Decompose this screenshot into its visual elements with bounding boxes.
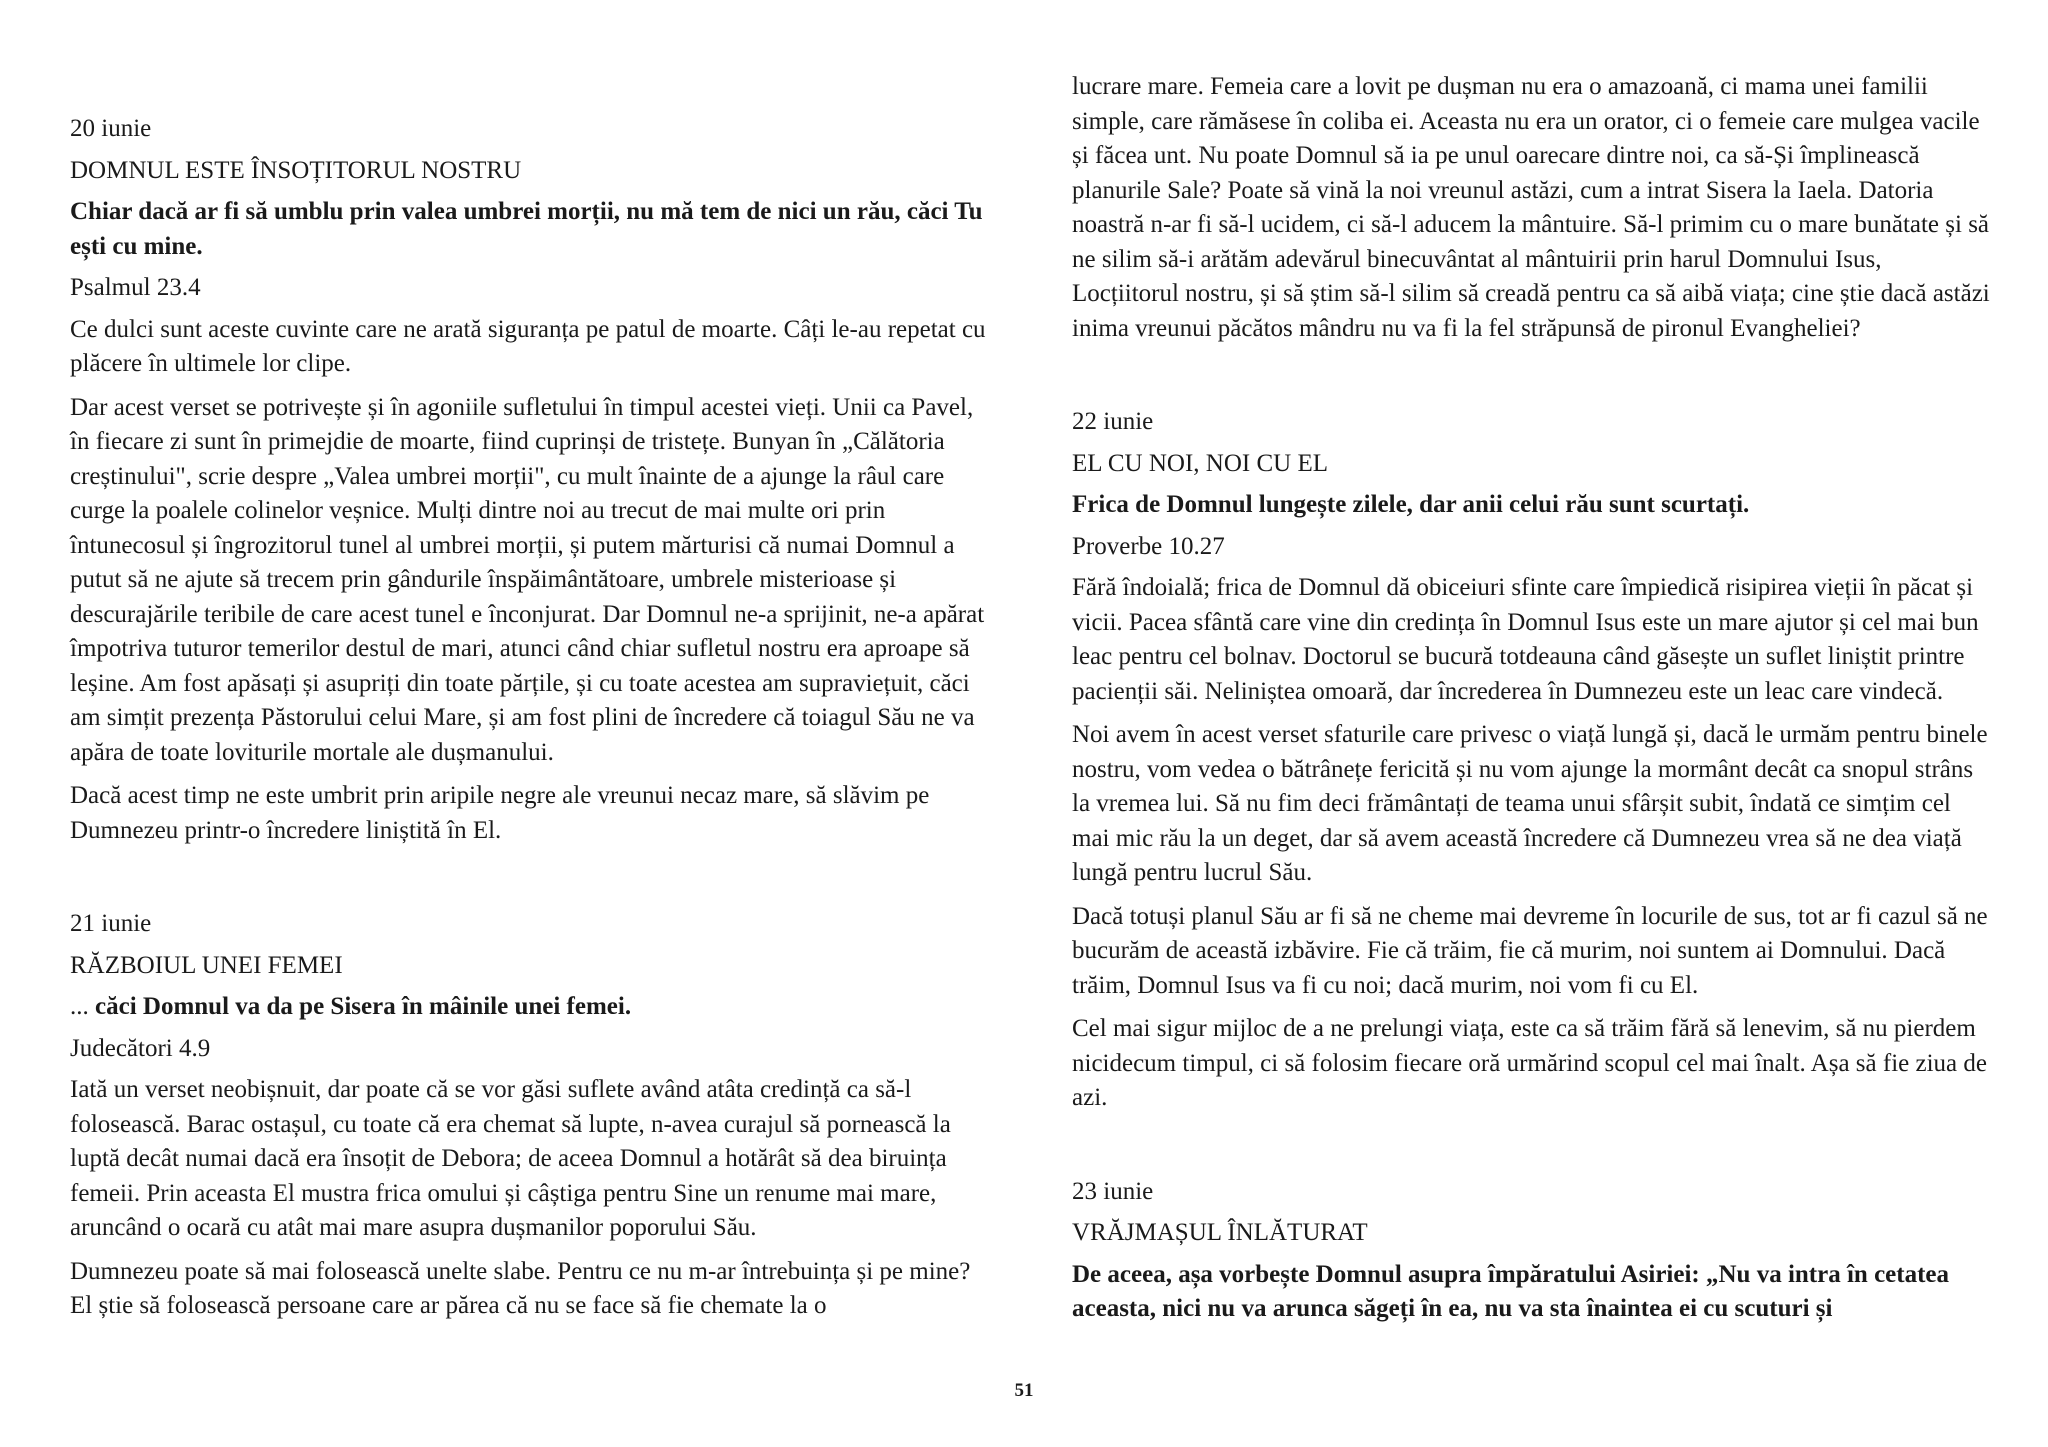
entry-verse xyxy=(70,990,990,1025)
verse-ellipsis: ... xyxy=(70,993,89,1020)
entry-paragraph: Iată un verset neobișnuit, dar poate că se vor găsi suflete având atâta credință ca să-l folosească. Barac ostașul, cu toate că era chemat să lupte, n-avea curajul să pornească la luptă decât numai dacă era însoțit de Debora; de aceea Domnul a hotărât să dea biruința femeii. Prin aceasta El mustra frica omului și câștiga pentru Sine un renume mai mare, aruncând o ocară cu atât mai mare asupra dușmanilor poporului Său. xyxy=(70,1076,951,1241)
right-column xyxy=(1072,70,1992,1334)
entry-date: 20 iunie xyxy=(70,115,152,142)
entry-verse: De aceea, așa vorbește Domnul asupra împăratului Asiriei: „Nu va intra în cetatea aceasta, nici nu va arunca săgeți în ea, nu va sta înaintea ei cu scuturi și xyxy=(1072,1260,1950,1322)
entry-paragraph: Dacă totuși planul Său ar fi să ne cheme mai devreme în locurile de sus, tot ar fi cazul să ne bucurăm de această izbăvire. Fie că trăim, fie că murim, noi suntem ai Domnului. Dacă trăim, Domnul Isus va fi cu noi; dacă murim, noi vom fi cu El. xyxy=(1072,902,1988,999)
entry-paragraph: Ce dulci sunt aceste cuvinte care ne arată siguranța pe patul de moarte. Câți le-au repetat cu plăcere în ultimele lor clipe. xyxy=(70,315,986,377)
entry-paragraph: Dar acest verset se potrivește și în agoniile sufletului în timpul acestei vieți. Unii ca Pavel, în fiecare zi sunt în primejdie de moarte, fiind cuprinși de tristețe. Bunyan în „Călătoria creștinului", scrie despre „Valea umbrei morții", cu mult înainte de a ajunge la râul care curge la poalele colinelor veșnice. Mulți dintre noi au trecut de mai multe ori prin întunecosul și îngrozitorul tunel al umbrei morții, și putem mărturisi că numai Domnul a putut să ne ajute să trecem prin gândurile înspăimântătoare, umbrele misterioase și descurajările teribile de care acest tunel e înconjurat. Dar Domnul ne-a sprijinit, ne-a apărat împotriva tuturor temerilor destul de mari, atunci când chiar sufletul nostru era aproape să leșine. Am fost apăsați și asupriți din toate părțile, și cu toate acestea am supraviețuit, căci am simțit prezența Păstorului celui Mare, și am fost plini de încredere că toiagul Său ne va apăra de toate loviturile mortale ale dușmanului. xyxy=(70,393,985,766)
entry-title: DOMNUL ESTE ÎNSOȚITORUL NOSTRU xyxy=(70,156,522,184)
section-spacer xyxy=(1072,1125,1992,1175)
entry-paragraph: Noi avem în acest verset sfaturile care privesc o viață lungă și, dacă le urmăm pentru binele nostru, vom vedea o bătrânețe fericită și nu vom ajunge la mormânt decât ca snopul strâns la vremea lui. Să nu fim deci frământați de teama unui sfârșit subit, îndată ce simțim cel mai mic rău la un deget, dar să avem această încredere că Dumnezeu vrea să ne dea viață lungă pentru lucrul Său. xyxy=(1072,721,1988,886)
devotional-june-22 xyxy=(1072,405,1992,1116)
entry-paragraph: Dumnezeu poate să mai folosească unelte slabe. Pentru ce nu m-ar întrebuința și pe mine? El știe să folosească persoane care ar părea că nu se face să fie chemate la o xyxy=(70,1257,971,1319)
entry-date: 21 iunie xyxy=(70,910,152,937)
entry-date: 23 iunie xyxy=(1072,1177,1154,1205)
entry-title: EL CU NOI, NOI CU EL xyxy=(1072,449,1328,477)
devotional-june-20 xyxy=(70,112,990,848)
entry-reference: Judecători 4.9 xyxy=(70,1034,211,1062)
entry-paragraph-continued: lucrare mare. Femeia care a lovit pe dușman nu era o amazoană, ci mama unei familii simple, care rămăsese în coliba ei. Aceasta nu era un orator, ci o femeie care mulgea vacile și făcea unt. Nu poate Domnul să ia pe unul oarecare dintre noi, ca să-Și împlinească planurile Sale? Poate să vină la noi vreunul astăzi, cum a intrat Sisera la Iaela. Datoria noastră n-ar fi să-l ucidem, ci să-l aducem la mântuire. Să-l primim cu o mare bunătate și să ne silim să-i arătăm adevărul binecuvântat al mântuirii prin harul Domnului Isus, Locțiitorul nostru, și să știm să-l silim să creadă pentru ca să aibă viața; cine știe dacă astăzi inima vreunui păcătos mândru nu va fi la fel străpunsă de pironul Evangheliei? xyxy=(1072,73,1990,342)
entry-paragraph: Fără îndoială; frica de Domnul dă obiceiuri sfinte care împiedică risipirea vieții în păcat și vicii. Pacea sfântă care vine din credința în Domnul Isus este un mare ajutor și cel mai bun leac pentru cel bolnav. Doctorul se bucură totdeauna când găsește un suflet liniștit printre pacienții săi. Neliniștea omoară, dar încrederea în Dumnezeu este un leac care vindecă. xyxy=(1072,574,1979,705)
entry-date: 22 iunie xyxy=(1072,408,1154,435)
entry-verse: Frica de Domnul lungește zilele, dar anii celui rău sunt scurtați. xyxy=(1072,491,1750,518)
entry-title: RĂZBOIUL UNEI FEMEI xyxy=(70,951,343,979)
page-number: 51 xyxy=(1014,1380,1034,1401)
section-spacer xyxy=(1072,355,1992,405)
entry-verse: Chiar dacă ar fi să umblu prin valea umbrei morții, nu mă tem de nici un rău, căci Tu ești cu mine. xyxy=(70,198,983,260)
verse-text: căci Domnul va da pe Sisera în mâinile unei femei. xyxy=(88,993,632,1020)
entry-paragraph: Dacă acest timp ne este umbrit prin aripile negre ale vreunui necaz mare, să slăvim pe Dumnezeu printr-o încredere liniștită în El. xyxy=(70,782,930,844)
left-column xyxy=(70,112,990,1333)
entry-paragraph: Cel mai sigur mijloc de a ne prelungi viața, este ca să trăim fără să lenevim, să nu pierdem nicidecum timpul, ci să folosim fiecare oră urmărind scopul cel mai înalt. Așa să fie ziua de azi. xyxy=(1072,1015,1987,1111)
devotional-june-23 xyxy=(1072,1175,1992,1327)
entry-reference: Proverbe 10.27 xyxy=(1072,532,1225,560)
entry-title: VRĂJMAȘUL ÎNLĂTURAT xyxy=(1072,1219,1368,1246)
entry-reference: Psalmul 23.4 xyxy=(70,274,201,301)
section-spacer xyxy=(70,857,990,907)
devotional-june-21 xyxy=(70,907,990,1324)
